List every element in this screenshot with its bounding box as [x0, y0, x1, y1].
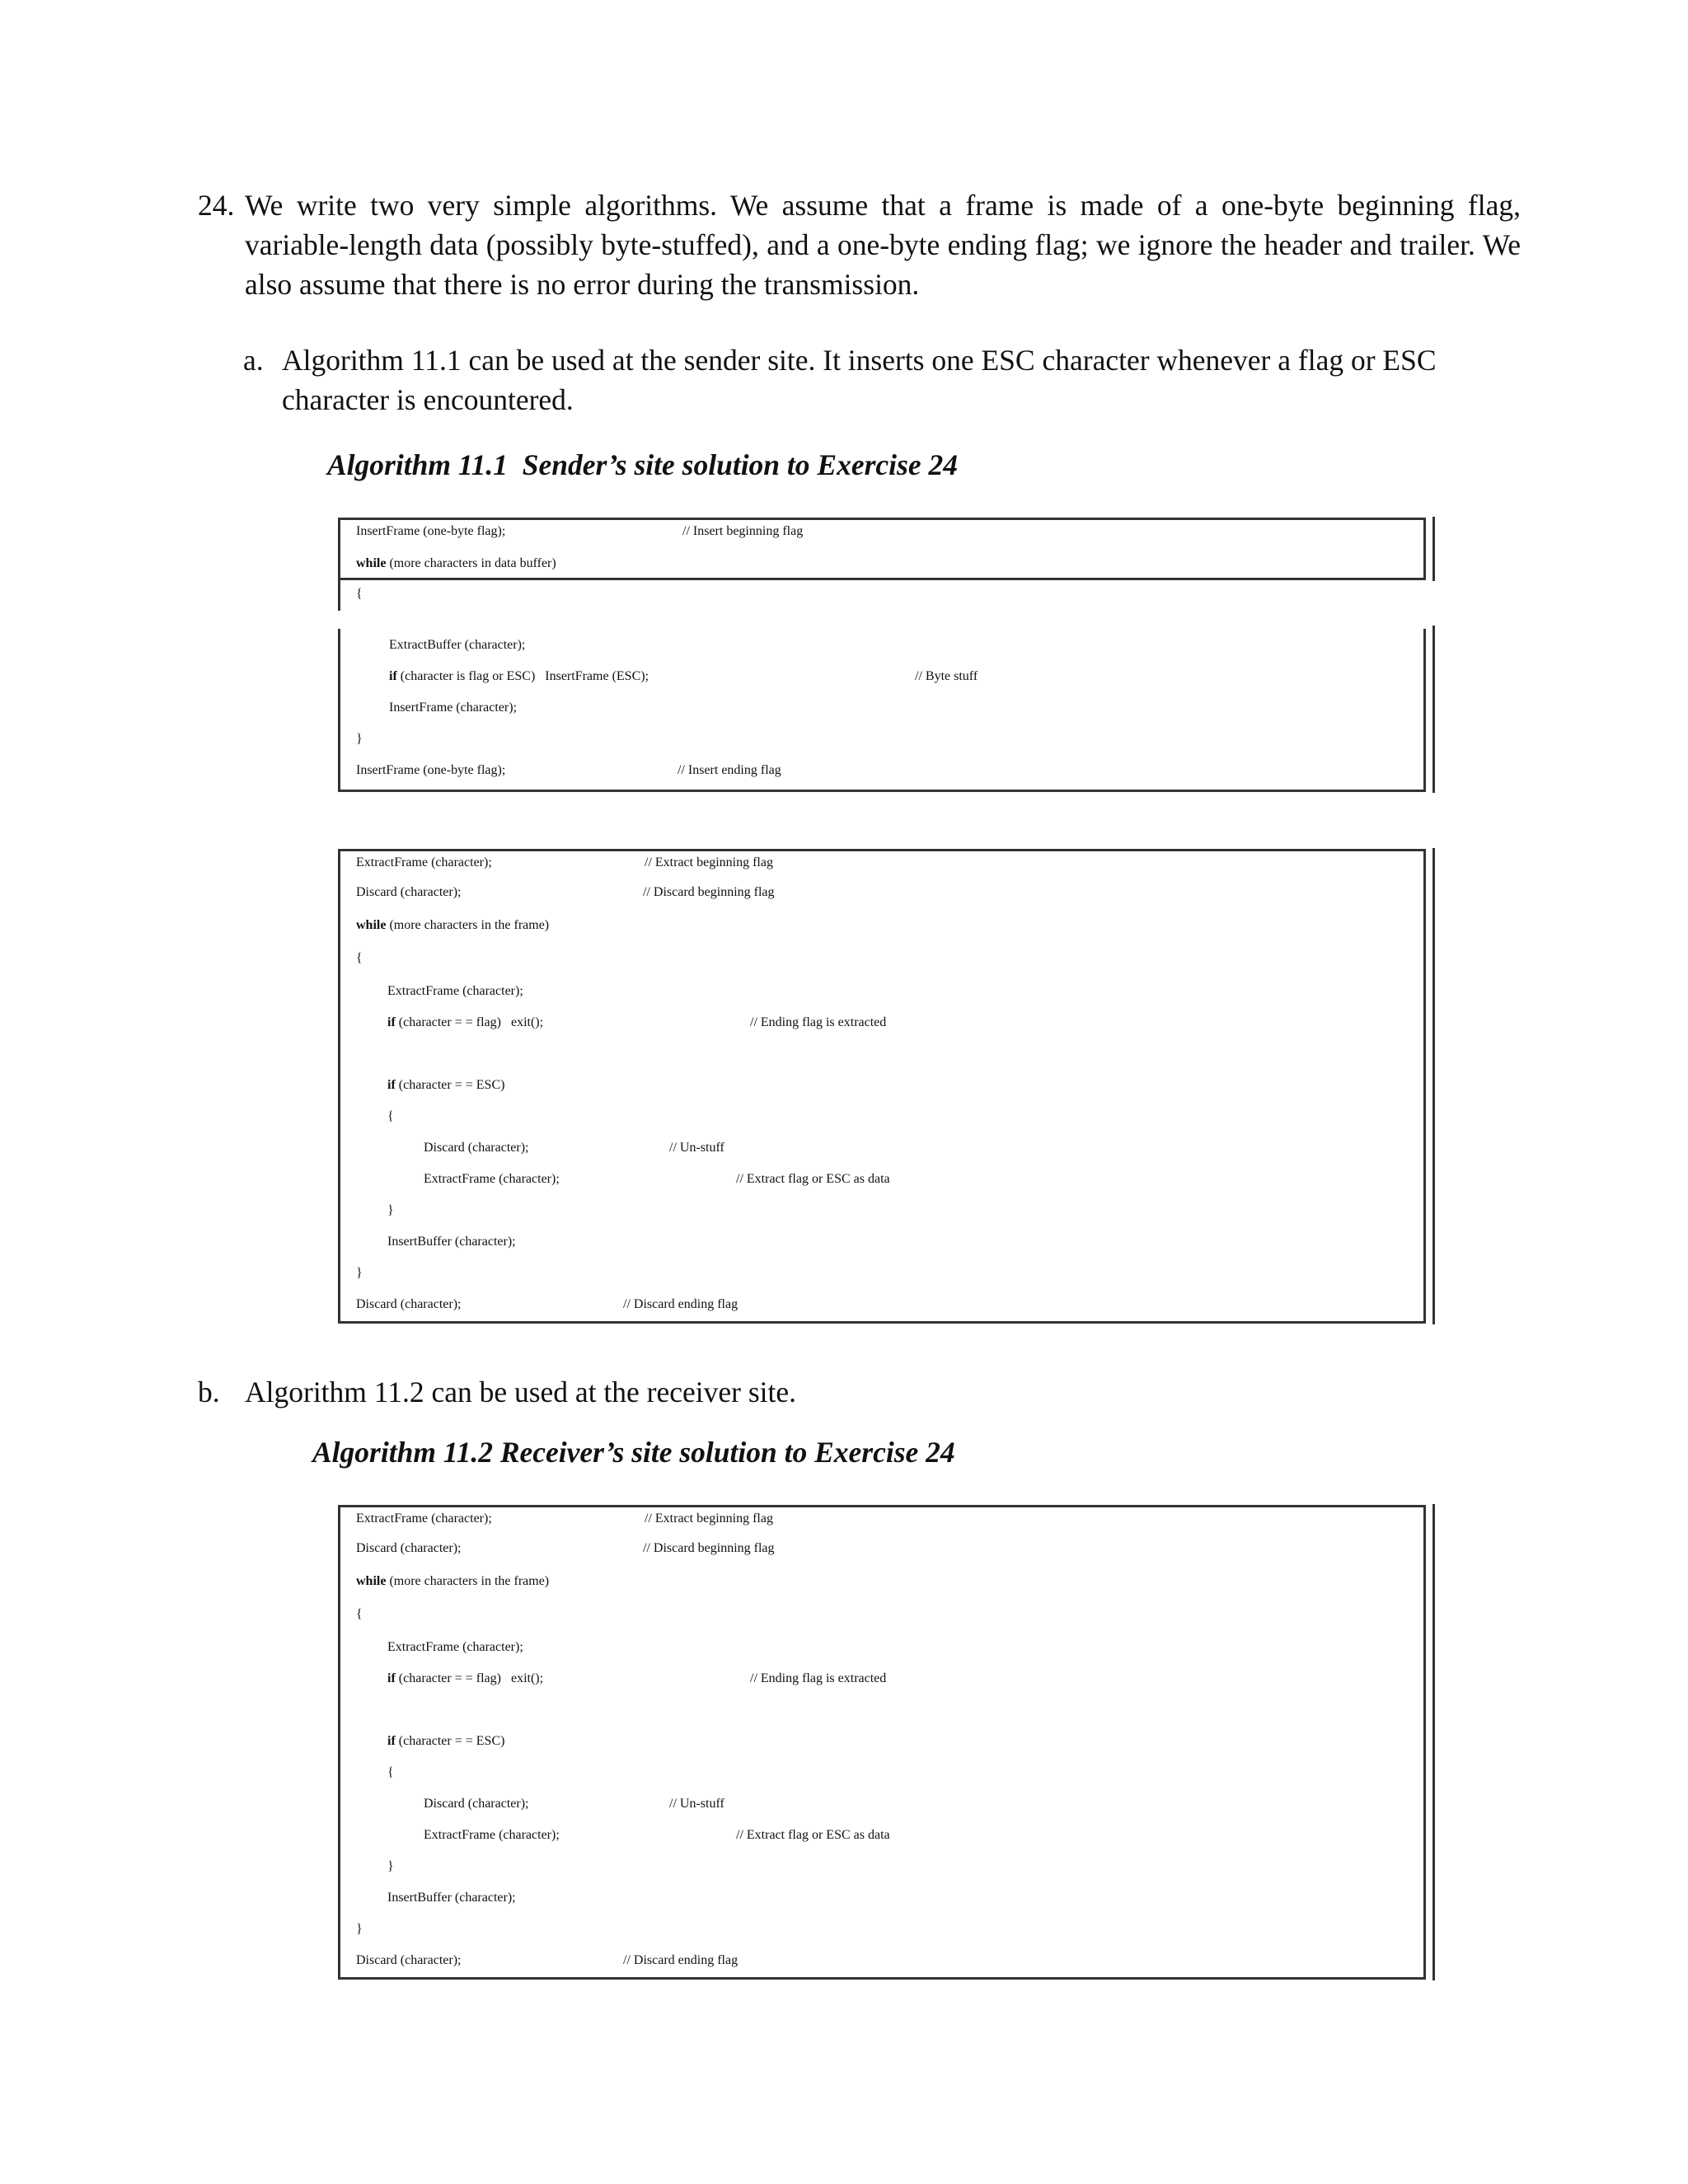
algorithm-11-1-separator: [338, 578, 1426, 611]
code-comment: // Ending flag is extracted: [750, 1015, 887, 1029]
part-b-label: b.: [198, 1376, 220, 1408]
code-line: [389, 694, 517, 722]
code-line: [356, 1259, 363, 1287]
code-text: ExtractFrame (character);: [356, 1511, 492, 1526]
code-line: [387, 1665, 543, 1693]
code-line: [389, 631, 525, 659]
code-comment: // Extract flag or ESC as data: [736, 1828, 890, 1842]
code-keyword: if: [387, 1671, 396, 1685]
code-text: {: [356, 1607, 363, 1621]
code-line: [356, 550, 556, 578]
code-keyword: while: [356, 556, 387, 570]
box-double-rule: [1432, 1504, 1435, 1980]
code-text: Discard (character);: [356, 1541, 462, 1555]
code-text: ExtractFrame (character);: [387, 1640, 523, 1654]
code-text: }: [387, 1859, 394, 1873]
code-line: [424, 1165, 560, 1193]
code-text: ExtractBuffer (character);: [389, 638, 526, 652]
code-text: Discard (character);: [424, 1141, 529, 1155]
part-b-text: Algorithm 11.2 can be used at the receiver site.: [245, 1376, 797, 1408]
code-text: }: [356, 732, 363, 746]
code-text: ExtractFrame (character);: [356, 855, 492, 869]
code-line: [356, 1568, 549, 1596]
code-text: }: [387, 1203, 394, 1217]
code-comment: // Insert ending flag: [678, 763, 781, 777]
code-line: [389, 663, 649, 691]
box-double-rule: [1432, 517, 1435, 581]
code-comment: // Extract flag or ESC as data: [736, 1172, 890, 1186]
code-line: [387, 1884, 516, 1912]
code-comment: // Discard ending flag: [623, 1297, 738, 1311]
code-line: [387, 1103, 394, 1131]
code-text: InsertFrame (one-byte flag);: [356, 763, 506, 777]
code-text: {: [356, 587, 363, 601]
code-line: [356, 879, 461, 907]
exercise-text: We write two very simple algorithms. We assume that a frame is made of a one-byte beginning flag, variable-length data (possibly byte-stuffed), and a one-byte ending flag; we ignore the header and trailer. We also assume that there is no error during the transmission.: [245, 189, 1521, 301]
code-keyword: if: [387, 1015, 396, 1029]
code-text: {: [387, 1109, 394, 1123]
code-line: [424, 1790, 528, 1818]
exercise-number: 24.: [198, 189, 235, 222]
exercise-24-paragraph: [198, 185, 1521, 304]
code-line: [356, 757, 505, 785]
code-line: [356, 1601, 363, 1629]
code-comment: // Un-stuff: [669, 1141, 724, 1155]
code-line: [387, 1633, 523, 1661]
code-text: Discard (character);: [356, 885, 462, 899]
code-line: [356, 944, 363, 972]
code-keyword: if: [387, 1734, 396, 1748]
code-comment: // Discard ending flag: [623, 1953, 738, 1967]
code-text: Discard (character);: [356, 1953, 462, 1967]
code-text: ExtractFrame (character);: [424, 1172, 560, 1186]
code-comment: // Insert beginning flag: [682, 524, 804, 538]
code-line: [356, 580, 363, 608]
algorithm-11-2-caption: Algorithm 11.2 Receiver’s site solution to Exercise 24: [312, 1436, 955, 1469]
code-line: [387, 1071, 504, 1099]
code-text: {: [387, 1765, 394, 1779]
code-text: InsertFrame (one-byte flag);: [356, 524, 506, 538]
code-comment: // Ending flag is extracted: [750, 1671, 887, 1685]
code-text: while (more characters in the frame): [356, 1574, 550, 1588]
code-text: if (character = = ESC): [387, 1078, 505, 1092]
algorithm-11-1-caption: Algorithm 11.1 Sender’s site solution to Exercise 24: [327, 448, 958, 481]
code-comment: // Discard beginning flag: [643, 1541, 775, 1555]
part-a-paragraph: [243, 340, 1496, 419]
code-keyword: if: [387, 1078, 396, 1092]
code-line: [387, 1228, 516, 1256]
code-comment: // Extract beginning flag: [645, 855, 773, 869]
code-line: [356, 912, 549, 940]
code-text: InsertFrame (character);: [389, 701, 518, 715]
code-line: [387, 977, 523, 1005]
code-text: if (character = = flag) exit();: [387, 1671, 544, 1685]
code-line: [356, 1947, 461, 1975]
code-text: ExtractFrame (character);: [387, 984, 523, 998]
code-text: if (character = = ESC): [387, 1734, 505, 1748]
code-text: while (more characters in data buffer): [356, 556, 556, 570]
code-text: Discard (character);: [424, 1797, 529, 1811]
code-line: [424, 1134, 528, 1162]
part-a-label: a.: [243, 344, 264, 377]
code-comment: // Byte stuff: [915, 669, 978, 683]
code-line: [356, 849, 492, 877]
part-b-paragraph: [198, 1372, 1187, 1412]
code-text: InsertBuffer (character);: [387, 1235, 516, 1249]
code-line: [387, 1853, 394, 1881]
code-line: [424, 1821, 560, 1849]
code-line: [387, 1759, 394, 1787]
code-comment: // Discard beginning flag: [643, 885, 775, 899]
code-text: InsertBuffer (character);: [387, 1891, 516, 1905]
code-text: }: [356, 1266, 363, 1280]
code-line: [387, 1197, 394, 1225]
code-line: [356, 1291, 461, 1319]
code-line: [387, 1727, 504, 1755]
part-a-text: Algorithm 11.1 can be used at the sender site. It inserts one ESC character whenever a flag or ESC character is encountered.: [282, 344, 1437, 416]
code-keyword: if: [389, 669, 397, 683]
code-line: [356, 1915, 363, 1943]
code-line: [356, 1505, 492, 1533]
box-double-rule: [1432, 626, 1435, 793]
code-keyword: while: [356, 1574, 387, 1588]
code-text: while (more characters in the frame): [356, 918, 550, 932]
code-text: if (character is flag or ESC) InsertFrame (ESC);: [389, 669, 649, 683]
code-line: [356, 725, 363, 753]
code-comment: // Un-stuff: [669, 1797, 724, 1811]
code-comment: // Extract beginning flag: [645, 1511, 773, 1526]
code-line: [387, 1009, 543, 1037]
code-text: Discard (character);: [356, 1297, 462, 1311]
code-text: }: [356, 1922, 363, 1936]
code-text: {: [356, 951, 363, 965]
code-line: [356, 518, 505, 546]
box-double-rule: [1432, 848, 1435, 1324]
code-keyword: while: [356, 918, 387, 932]
code-text: ExtractFrame (character);: [424, 1828, 560, 1842]
code-text: if (character = = flag) exit();: [387, 1015, 544, 1029]
code-line: [356, 1535, 461, 1563]
